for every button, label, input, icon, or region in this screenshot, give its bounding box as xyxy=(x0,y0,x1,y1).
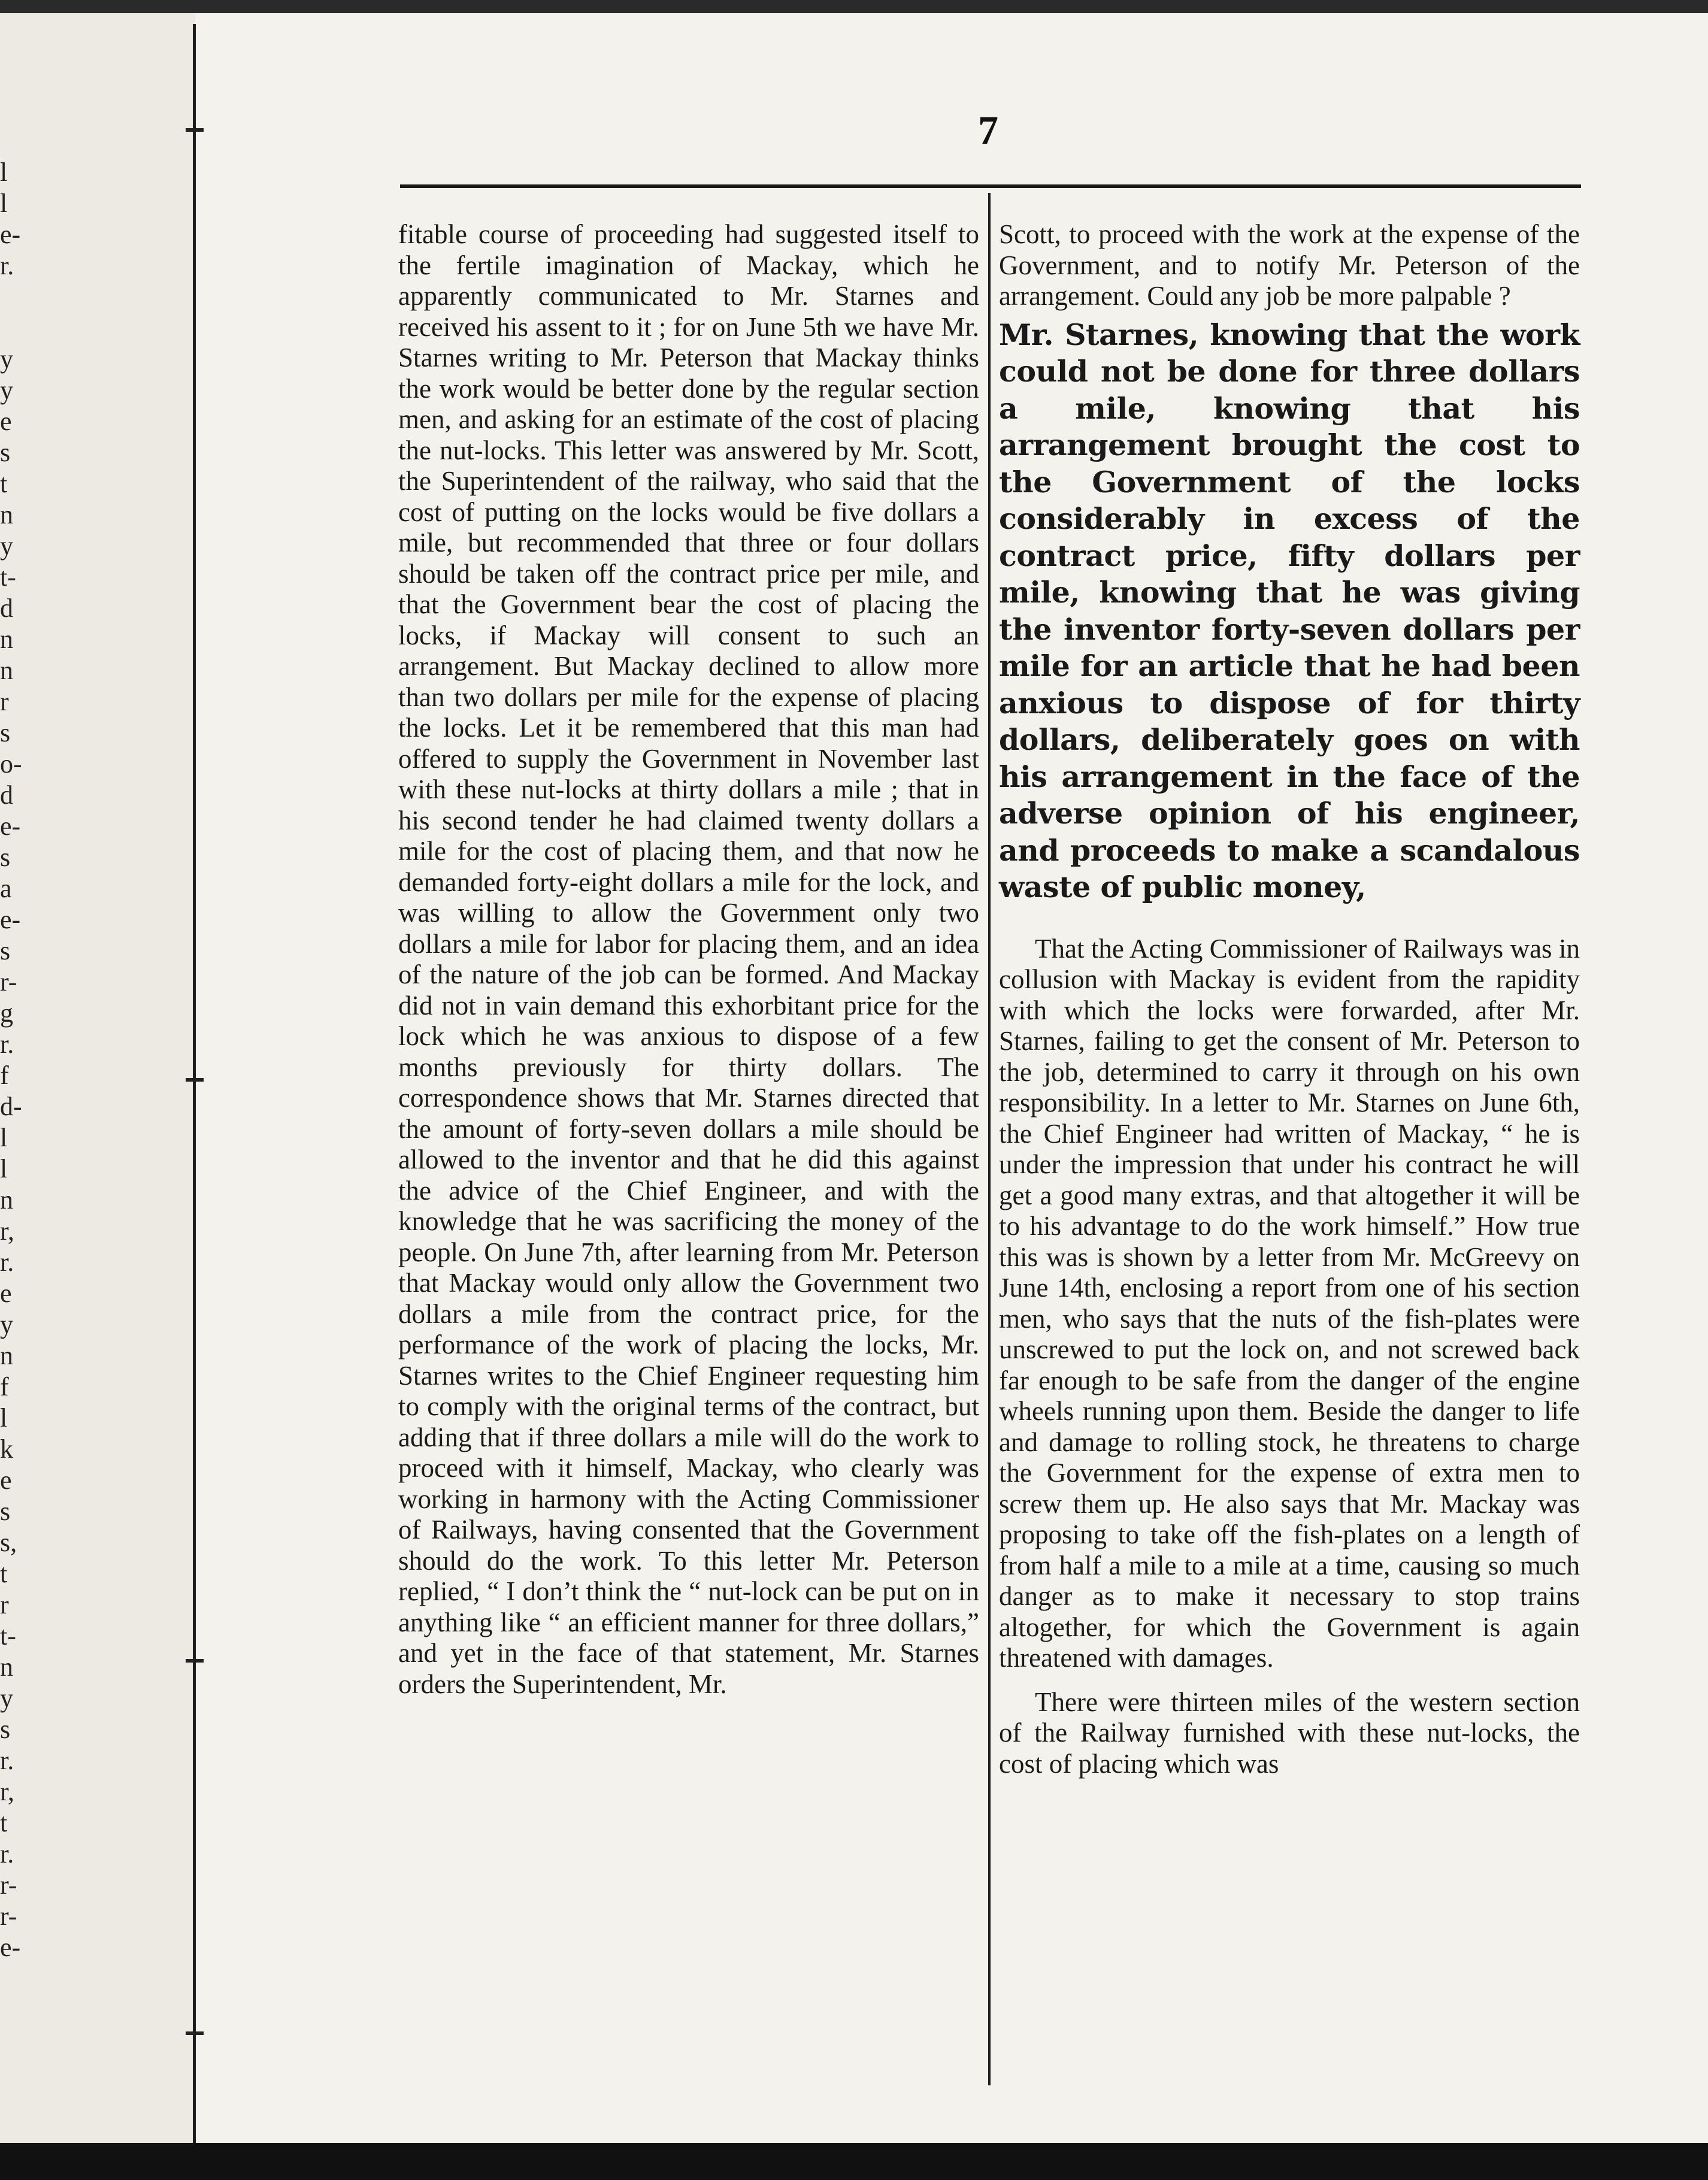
margin-fragment: f xyxy=(0,1372,9,1401)
margin-fragment: k xyxy=(0,1434,13,1464)
spine-tick xyxy=(186,1078,204,1082)
margin-fragments xyxy=(0,157,24,2133)
column-divider xyxy=(988,193,991,2085)
margin-fragment: e- xyxy=(0,812,21,841)
previous-page-margin xyxy=(0,13,195,2143)
bold-emphasis-passage: Mr. Starnes, knowing that the work could not be done for three dollars a mile, knowing that his arrangement brought the cost to the Government of the locks considerably in excess of the contract price, fifty dollars per mile, knowing that he was giving the inventor forty-seven dollars per mile for an article that he had been anxious to dispose of for thirty dollars, deliberately goes on with his arrangement in the face of the adverse opinion of his engineer, and proceeds to make a scandalous waste of public money, xyxy=(999,317,1580,904)
scan-top-edge xyxy=(0,0,1708,13)
margin-fragment: l xyxy=(0,1403,8,1433)
binding-spine xyxy=(193,24,196,2144)
margin-fragment: r, xyxy=(0,1216,14,1246)
margin-fragment: l xyxy=(0,1123,8,1152)
margin-fragment: t xyxy=(0,469,8,498)
margin-fragment: r, xyxy=(0,1777,14,1806)
margin-fragment: s xyxy=(0,718,11,747)
margin-fragment: t- xyxy=(0,1621,16,1651)
margin-fragment: e xyxy=(0,407,12,436)
margin-fragment: f xyxy=(0,1061,9,1090)
margin-fragment: y xyxy=(0,344,13,374)
right-column xyxy=(999,219,1580,1779)
scan-bottom-edge xyxy=(0,2143,1708,2180)
margin-fragment: e- xyxy=(0,220,21,249)
margin-fragment: e- xyxy=(0,905,21,934)
margin-fragment: n xyxy=(0,656,13,685)
spine-tick xyxy=(186,2031,204,2035)
margin-fragment: t- xyxy=(0,562,16,592)
margin-fragment: d- xyxy=(0,1092,22,1121)
margin-fragment: d xyxy=(0,780,13,810)
margin-fragment: n xyxy=(0,1652,13,1682)
margin-fragment: y xyxy=(0,531,13,561)
margin-fragment: a xyxy=(0,874,12,903)
spine-tick xyxy=(186,128,204,132)
right-paragraph-2: That the Acting Commissioner of Railways was in collusion with Mackay is evident from the rapidity with which the locks were forwarded, after Mr. Starnes, failing to get the consent of Mr. Peterson to the job, determined to carry it through on his own responsibility. In a letter to Mr. Starnes on June 6th, the Chief Engineer had written of Mackay, “ he is under the impression that under his contract he will get a good many extras, and that altogether it will be to his advantage to do the work himself.” How true this was is shown by a letter from Mr. McGreevy on June 14th, enclosing a report from one of his section men, who says that the nuts of the fish-plates were unscrewed to put the lock on, and not screwed back far enough to be safe from the danger of the engine wheels running upon them. Beside the danger to life and damage to rolling stock, he threatens to charge the Government for the expense of extra men to screw them up. He also says that Mr. Mackay was proposing to take off the fish-plates on a length of from half a mile to a mile at a time, causing so much danger as to make it necessary to stop trains altogether, for which the Government is again threatened with damages. xyxy=(999,933,1580,1673)
margin-fragment: e xyxy=(0,1279,12,1308)
margin-fragment: s xyxy=(0,843,11,872)
margin-fragment: y xyxy=(0,1310,13,1339)
margin-fragment: r. xyxy=(0,1030,14,1059)
margin-fragment: r xyxy=(0,687,9,716)
margin-fragment: e xyxy=(0,1466,12,1495)
margin-fragment: s xyxy=(0,438,11,467)
margin-fragment: d xyxy=(0,594,13,623)
left-column xyxy=(398,219,979,1700)
margin-fragment: r. xyxy=(0,1839,14,1869)
margin-fragment: g xyxy=(0,998,13,1028)
margin-fragment: r xyxy=(0,1590,9,1619)
margin-fragment: r. xyxy=(0,251,14,280)
header-rule xyxy=(400,184,1581,188)
margin-fragment: n xyxy=(0,1185,13,1215)
margin-fragment: o- xyxy=(0,749,22,779)
margin-fragment: r. xyxy=(0,1248,14,1277)
margin-fragment: r- xyxy=(0,1870,17,1900)
margin-fragment xyxy=(0,313,24,344)
margin-fragment: n xyxy=(0,500,13,529)
margin-fragment: r. xyxy=(0,1746,14,1775)
margin-fragment xyxy=(0,281,24,313)
margin-fragment: e- xyxy=(0,1933,21,1962)
margin-fragment: l xyxy=(0,1154,8,1183)
margin-fragment: s xyxy=(0,1497,11,1526)
margin-fragment: l xyxy=(0,189,8,218)
margin-fragment: n xyxy=(0,1341,13,1370)
left-paragraph-1: fitable course of proceeding had suggested itself to the fertile imagination of Mackay, which he apparently communicated to Mr. Starnes and received his assent to it ; for on June 5th we have Mr. Starnes writing to Mr. Peterson that Mackay thinks the work would be better done by the regular section men, and asking for an estimate of the cost of placing the nut-locks. This letter was answered by Mr. Scott, the Superintendent of the railway, who said that the cost of putting on the locks would be five dollars a mile, but recommended that three or four dollars should be taken off the contract price per mile, and that the Government bear the cost of placing the locks, if Mackay will consent to such an arrangement. But Mackay declined to allow more than two dollars per mile for the expense of placing the locks. Let it be remembered that this man had offered to supply the Government in November last with these nut-locks at thirty dollars a mile ; that in his second tender he had claimed twenty dollars a mile for the cost of placing them, and that now he demanded forty-eight dollars a mile for the lock, and was willing to allow the Government only two dollars a mile for labor for placing them, and an idea of the nature of the job can be formed. And Mackay did not in vain demand this exhorbitant price for the lock which he was anxious to dispose of a few months previously for thirty dollars. The correspondence shows that Mr. Starnes directed that the amount of forty-seven dollars a mile should be allowed to the inventor and that he did this against the advice of the Chief Engineer, and with the knowledge that he was sacrificing the money of the people. On June 7th, after learning from Mr. Peterson that Mackay would only allow the Government two dollars a mile from the contract price, for the performance of the work of placing the locks, Mr. Starnes writes to the Chief Engineer requesting him to comply with the original terms of the contract, but adding that if three dollars a mile will do the work to proceed with it himself, Mackay, who clearly was working in harmony with the Acting Commissioner of Railways, having consented that the Government should do the work. To this letter Mr. Peterson replied, “ I don’t think the “ nut-lock can be put on in anything like “ an efficient manner for three dollars,” and yet in the face of that statement, Mr. Starnes orders the Superintendent, Mr. xyxy=(398,219,979,1699)
margin-fragment: n xyxy=(0,625,13,654)
margin-fragment: t xyxy=(0,1559,8,1588)
margin-fragment: r- xyxy=(0,967,17,997)
margin-fragment: t xyxy=(0,1808,8,1837)
right-paragraph-3: There were thirteen miles of the western section of the Railway furnished with these nut-locks, the cost of placing which was xyxy=(999,1687,1580,1779)
margin-fragment: y xyxy=(0,1684,13,1713)
margin-fragment: s xyxy=(0,1715,11,1744)
margin-fragment: s, xyxy=(0,1528,17,1557)
margin-fragment: l xyxy=(0,158,8,187)
spine-tick xyxy=(186,1659,204,1663)
right-opening-paragraph: Scott, to proceed with the work at the expense of the Government, and to notify Mr. Peterson of the arrangement. Could any job be more palpable ? xyxy=(999,219,1580,311)
margin-fragment: y xyxy=(0,376,13,405)
page-number: 7 xyxy=(978,107,998,153)
margin-fragment: r- xyxy=(0,1902,17,1931)
margin-fragment: s xyxy=(0,936,11,965)
